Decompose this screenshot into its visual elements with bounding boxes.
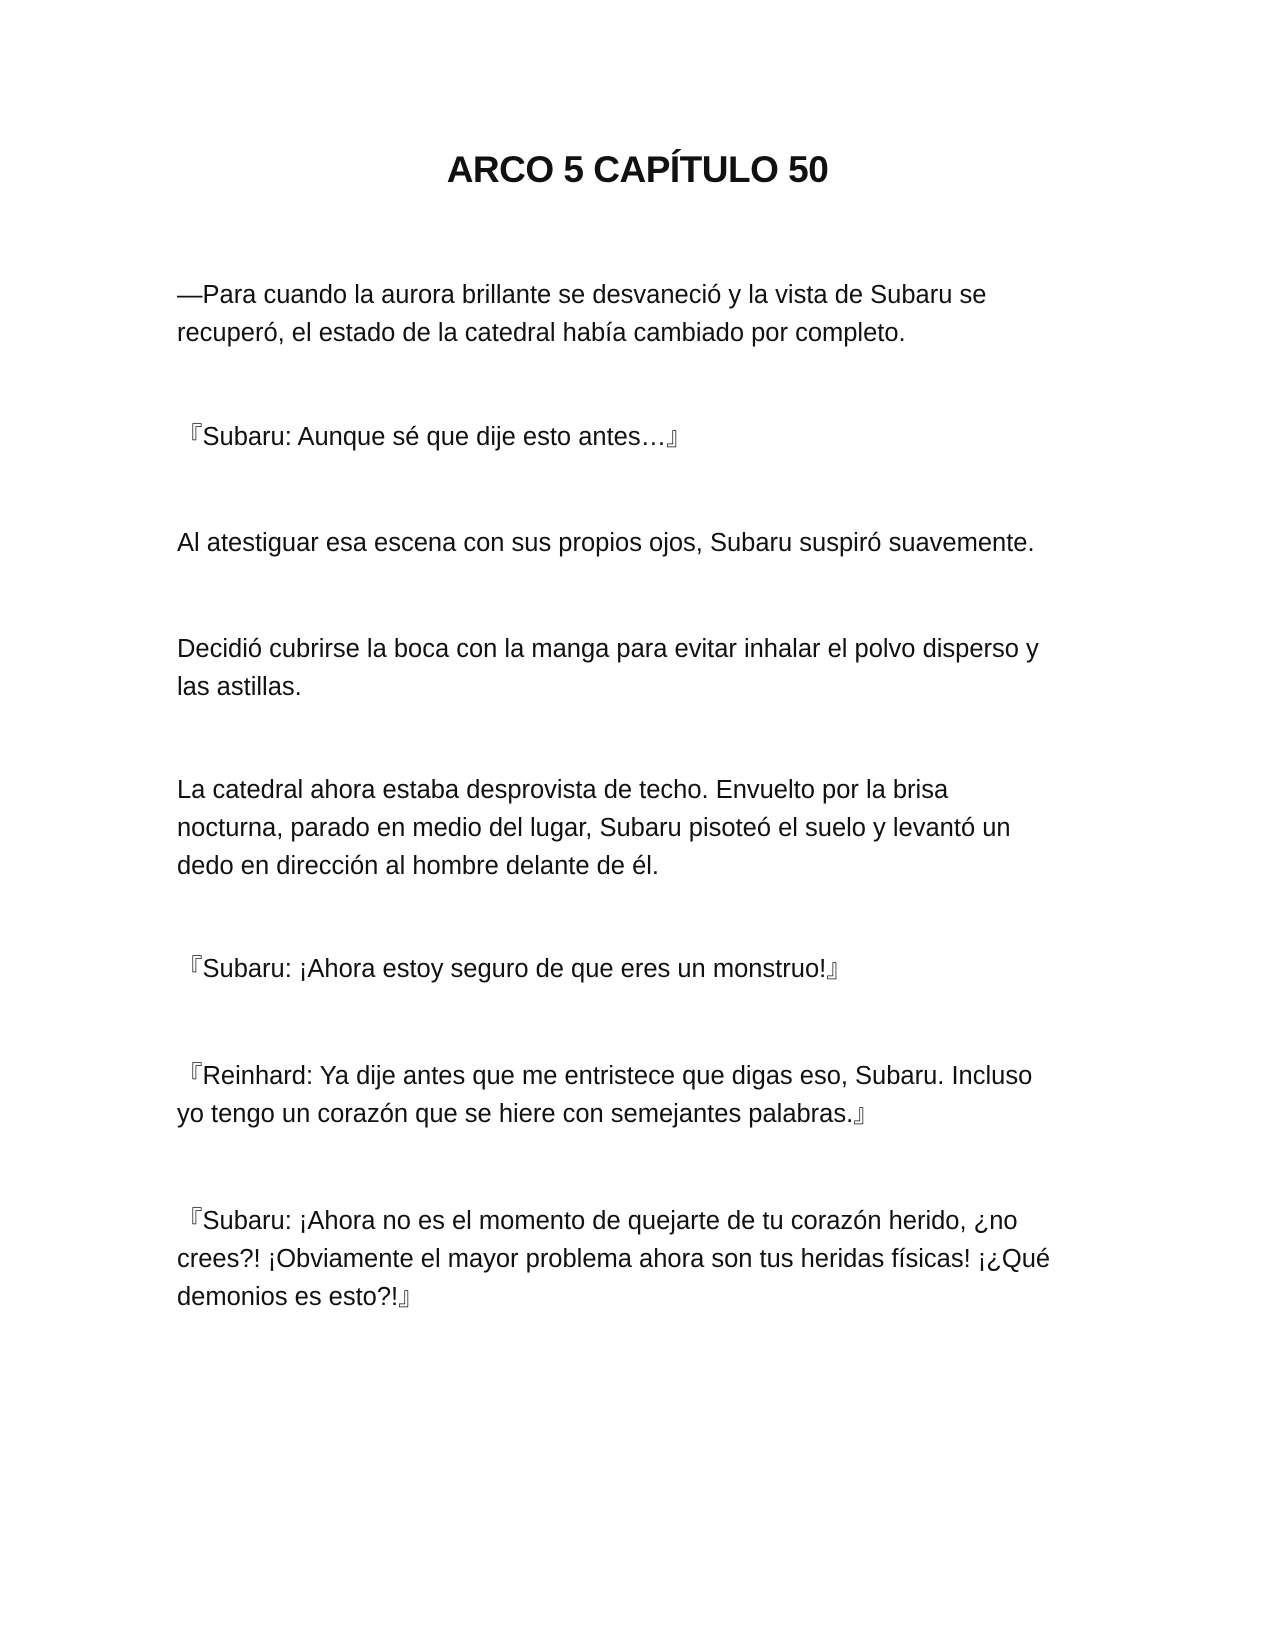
paragraph-line: 『Subaru: ¡Ahora estoy seguro de que eres un monstruo!』 [177, 955, 852, 983]
paragraph-line: crees?! ¡Obviamente el mayor problema ahora son tus heridas físicas! ¡¿Qué [177, 1245, 1051, 1273]
paragraph-line: 『Reinhard: Ya dije antes que me entristece que digas eso, Subaru. Incluso [177, 1062, 1033, 1090]
paragraph-line: demonios es esto?!』 [177, 1283, 424, 1311]
paragraph-7 [177, 1057, 1107, 1133]
paragraph-line: Al atestiguar esa escena con sus propios ojos, Subaru suspiró suavemente. [177, 529, 1035, 557]
paragraph-6 [177, 950, 1107, 988]
paragraph-8 [177, 1202, 1107, 1316]
paragraph-line: las astillas. [177, 673, 302, 701]
paragraph-3 [177, 524, 1107, 562]
paragraph-line: La catedral ahora estaba desprovista de techo. Envuelto por la brisa [177, 776, 949, 804]
paragraph-5 [177, 771, 1107, 885]
paragraph-4 [177, 630, 1107, 706]
paragraph-line: recuperó, el estado de la catedral había cambiado por completo. [177, 319, 906, 347]
paragraph-line: 『Subaru: Aunque sé que dije esto antes…』 [177, 423, 692, 451]
paragraph-2 [177, 418, 1107, 456]
paragraph-line: dedo en dirección al hombre delante de él. [177, 852, 659, 880]
page-title: ARCO 5 CAPÍTULO 50 [446, 149, 829, 190]
paragraph-line: —Para cuando la aurora brillante se desvaneció y la vista de Subaru se [177, 281, 987, 309]
paragraph-line: Decidió cubrirse la boca con la manga para evitar inhalar el polvo disperso y [177, 635, 1039, 663]
paragraph-line: yo tengo un corazón que se hiere con semejantes palabras.』 [177, 1100, 879, 1128]
paragraph-line: 『Subaru: ¡Ahora no es el momento de quejarte de tu corazón herido, ¿no [177, 1207, 1018, 1235]
paragraph-line: nocturna, parado en medio del lugar, Subaru pisoteó el suelo y levantó un [177, 814, 1011, 842]
paragraph-1 [177, 276, 1107, 352]
